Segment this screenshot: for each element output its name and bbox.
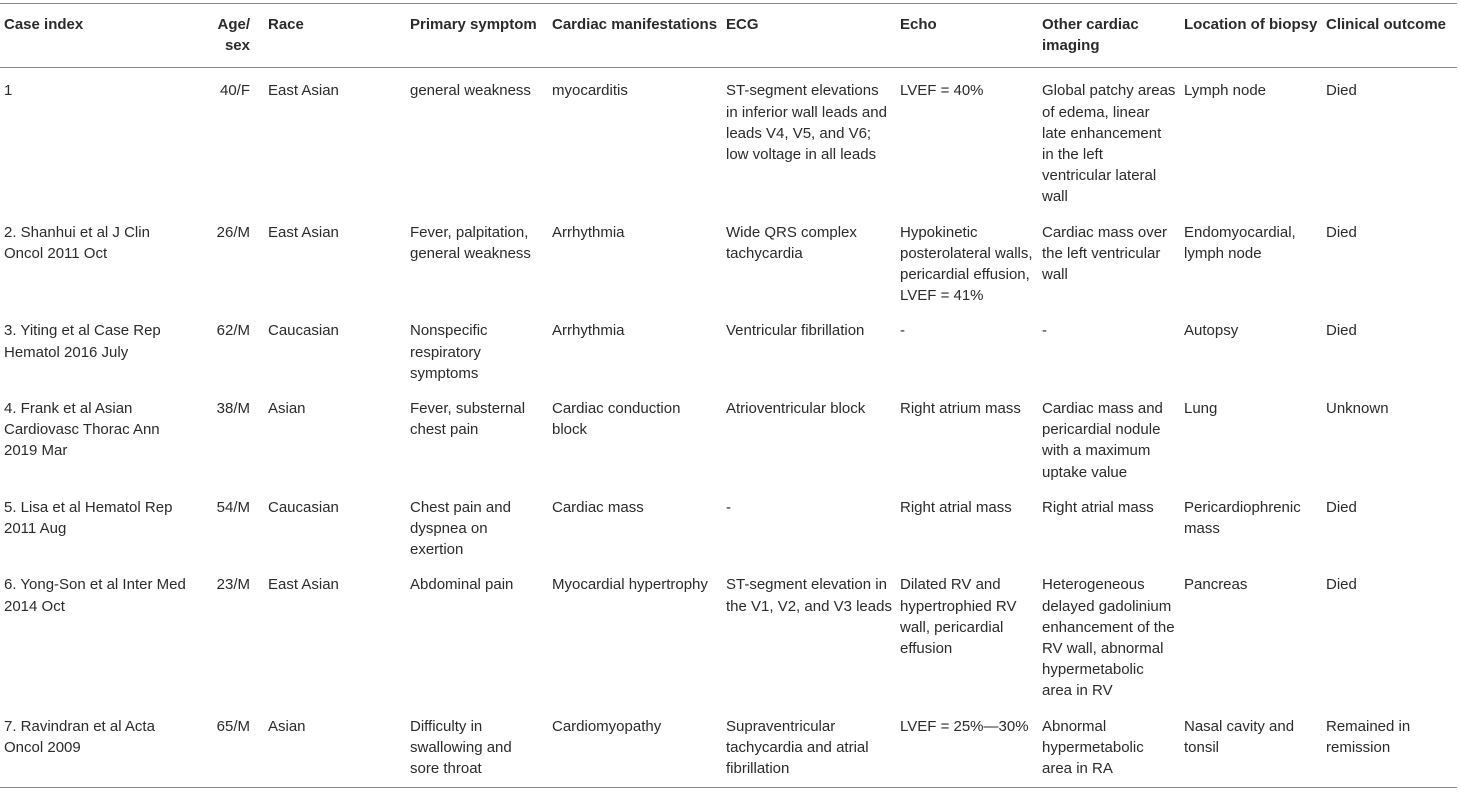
cell-age-sex: 40/F <box>219 82 250 100</box>
cell-clinical-outcome: Died <box>1326 322 1357 340</box>
table-row <box>0 309 1457 387</box>
cell-race: Caucasian <box>268 322 339 340</box>
cell-other-cardiac-imaging: Global patchy areas of edema, linear late enhancement in the left ventricular lateral wall <box>1042 82 1176 206</box>
cell-location-of-biopsy: Pancreas <box>1184 576 1248 594</box>
cell-ecg: Wide QRS complex tachycardia <box>726 223 857 262</box>
cell-other-cardiac-imaging: - <box>1042 322 1047 340</box>
table-body <box>0 68 1457 788</box>
cell-cardiac-manifestations: Arrhythmia <box>552 223 625 241</box>
column-header-location-of-biopsy: Location of biopsy <box>1184 16 1318 33</box>
cell-cardiac-manifestations: Myocardial hypertrophy <box>552 576 708 594</box>
cell-ecg: Supraventricular tachycardia and atrial fibrillation <box>726 717 869 778</box>
cell-cardiac-manifestations: myocarditis <box>552 82 628 100</box>
cell-case-index: 7. Ravindran et al Acta Oncol 2009 <box>4 717 155 756</box>
cell-echo: Right atrium mass <box>900 400 1021 418</box>
cell-race: Asian <box>268 717 306 735</box>
cell-echo: Dilated RV and hypertrophied RV wall, pericardial effusion <box>900 576 1017 658</box>
cell-age-sex: 62/M <box>216 322 250 340</box>
cell-primary-symptom: Difficulty in swallowing and sore throat <box>410 717 512 778</box>
table-row <box>0 387 1457 486</box>
cell-location-of-biopsy: Pericardiophrenic mass <box>1184 498 1301 538</box>
cell-location-of-biopsy: Endomyocardial, lymph node <box>1184 223 1296 262</box>
cell-ecg: Ventricular fibrillation <box>726 322 865 340</box>
cell-cardiac-manifestations: Cardiac mass <box>552 498 644 516</box>
cell-primary-symptom: Fever, palpitation, general weakness <box>410 223 531 262</box>
cell-primary-symptom: Nonspecific respiratory symptoms <box>410 322 488 382</box>
cell-race: East Asian <box>268 82 339 100</box>
cell-other-cardiac-imaging: Cardiac mass and pericardial nodule with a maximum uptake value <box>1042 400 1163 481</box>
cell-clinical-outcome: Died <box>1326 576 1357 594</box>
cell-other-cardiac-imaging: Right atrial mass <box>1042 498 1154 516</box>
cell-ecg: Atrioventricular block <box>726 400 866 418</box>
cell-echo: LVEF = 40% <box>900 82 984 100</box>
cell-case-index: 4. Frank et al Asian Cardiovasc Thorac Ann 2019 Mar <box>4 400 160 460</box>
column-header-race: Race <box>268 16 304 33</box>
table-header-row <box>0 4 1457 68</box>
cell-other-cardiac-imaging: Cardiac mass over the left ventricular wall <box>1042 223 1168 284</box>
column-header-other-cardiac-imaging: Other cardiac imaging <box>1042 16 1139 55</box>
cell-primary-symptom: Chest pain and dyspnea on exertion <box>410 498 511 559</box>
cell-ecg: ST-segment elevations in inferior wall leads and leads V4, V5, and V6; low voltage in all leads <box>726 82 887 164</box>
cell-ecg: ST-segment elevation in the V1, V2, and V3 leads <box>726 576 892 615</box>
cell-echo: Hypokinetic posterolateral walls, pericardial effusion, LVEF = 41% <box>900 223 1033 305</box>
cell-location-of-biopsy: Autopsy <box>1184 322 1239 340</box>
cell-location-of-biopsy: Nasal cavity and tonsil <box>1184 717 1295 756</box>
cell-location-of-biopsy: Lung <box>1184 400 1218 418</box>
cell-other-cardiac-imaging: Heterogeneous delayed gadolinium enhancement of the RV wall, abnormal hypermetabolic area in RV <box>1042 576 1175 700</box>
cell-echo: LVEF = 25%—30% <box>900 717 1029 735</box>
cell-cardiac-manifestations: Cardiomyopathy <box>552 717 662 735</box>
cell-echo: Right atrial mass <box>900 498 1012 516</box>
cell-age-sex: 65/M <box>216 717 250 735</box>
cell-primary-symptom: Abdominal pain <box>410 576 514 594</box>
cell-case-index: 6. Yong-Son et al Inter Med 2014 Oct <box>4 576 186 615</box>
table-row <box>0 68 1457 211</box>
table-row <box>0 563 1457 704</box>
cell-clinical-outcome: Died <box>1326 498 1357 516</box>
table-row <box>0 705 1457 788</box>
column-header-clinical-outcome: Clinical outcome <box>1326 16 1447 33</box>
cell-clinical-outcome: Unknown <box>1326 400 1389 418</box>
cell-ecg: - <box>726 498 731 516</box>
cell-case-index: 2. Shanhui et al J Clin Oncol 2011 Oct <box>4 223 150 262</box>
cell-case-index: 3. Yiting et al Case Rep Hematol 2016 July <box>4 322 161 361</box>
cell-other-cardiac-imaging: Abnormal hypermetabolic area in RA <box>1042 717 1144 778</box>
column-header-primary-symptom: Primary symptom <box>410 16 537 33</box>
cell-echo: - <box>900 322 905 340</box>
cell-primary-symptom: Fever, substernal chest pain <box>410 400 526 439</box>
column-header-echo: Echo <box>900 16 937 33</box>
cell-cardiac-manifestations: Arrhythmia <box>552 322 625 340</box>
cell-clinical-outcome: Died <box>1326 82 1357 100</box>
column-header-case-index: Case index <box>4 16 84 33</box>
cell-cardiac-manifestations: Cardiac conduction block <box>552 400 681 439</box>
cell-age-sex: 54/M <box>216 498 250 516</box>
cell-race: Asian <box>268 400 306 418</box>
cell-race: East Asian <box>268 576 339 594</box>
column-header-age-sex: Age/ sex <box>217 16 250 55</box>
cell-age-sex: 23/M <box>216 576 250 594</box>
cell-primary-symptom: general weakness <box>410 82 531 100</box>
cell-location-of-biopsy: Lymph node <box>1184 82 1267 100</box>
column-header-cardiac-manifestations: Cardiac manifestations <box>552 16 718 33</box>
cell-case-index: 1 <box>4 82 13 100</box>
cell-case-index: 5. Lisa et al Hematol Rep 2011 Aug <box>4 498 173 538</box>
cell-age-sex: 26/M <box>216 223 250 241</box>
cell-clinical-outcome: Remained in remission <box>1326 717 1411 756</box>
case-table <box>0 3 1457 788</box>
cell-clinical-outcome: Died <box>1326 223 1357 241</box>
column-header-ecg: ECG <box>726 16 759 33</box>
table-row <box>0 486 1457 564</box>
table-row <box>0 211 1457 310</box>
cell-race: East Asian <box>268 223 339 241</box>
cell-age-sex: 38/M <box>216 400 250 418</box>
cell-race: Caucasian <box>268 498 339 516</box>
